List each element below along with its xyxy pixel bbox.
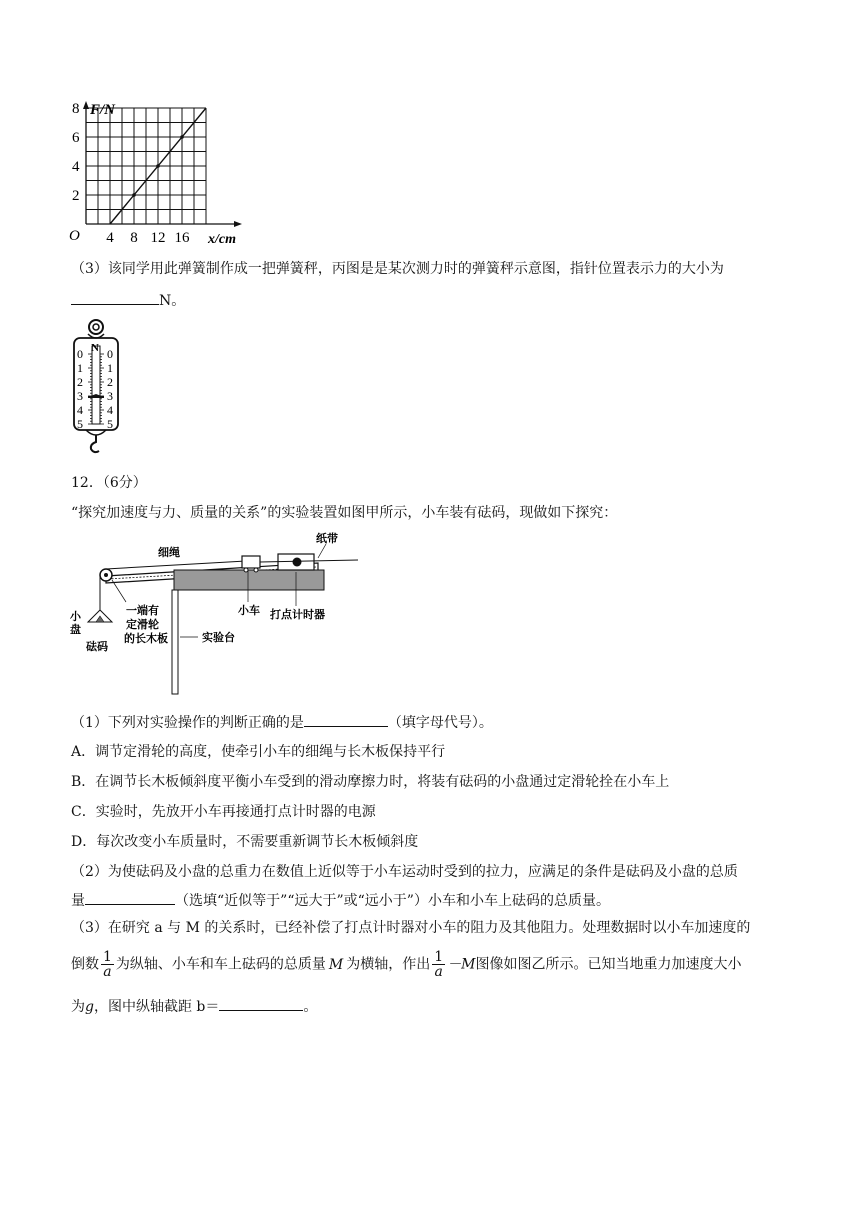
q12-part2-line2 [71,890,610,911]
y-tick-label: 6 [72,130,80,146]
y-tick-labels [72,101,80,204]
p3-end: 。 [303,999,318,1015]
scale-number-left: 5 [77,417,83,431]
y-axis-label: F/N [90,102,116,118]
p3-M: M [328,956,344,973]
scale-number-right: 5 [107,417,113,431]
p3-text-d: 图像如图乙所示。已知当地重力加速度大小 [475,956,742,973]
scale-right-numbers [107,347,113,431]
q12-p2-prefix: 量 [71,893,85,909]
q11-3-text [71,259,724,279]
answer-blank[interactable] [71,290,159,305]
graph-grid [86,108,206,224]
q12-part3-line1: （3）在研究 a 与 M 的关系时，已经补偿了打点计时器对小车的阻力及其他阻力。处理数据时以小车加速度的 [71,920,751,936]
option-c: C．实验时，先放开小车再接通打点计时器的电源 [71,804,376,820]
scale-number-left: 3 [77,389,83,403]
scale-number-right: 4 [107,403,113,417]
q12-p2-suffix: （选填“近似等于”“远大于”或“远小于”）小车和小车上砝码的总质量。 [175,893,610,909]
q12-part3-line3 [71,996,317,1017]
y-tick-label: 4 [72,159,80,175]
label-weights: 砝码 [86,641,108,653]
spring-scale-diagram [66,318,126,458]
label-cart: 小车 [238,605,260,617]
p3-text-b: 为纵轴、小车和车上砝码的总质量 [115,956,326,973]
label-rope: 细绳 [158,547,180,559]
p3-text-a: 倒数 [71,956,99,973]
x-tick-labels [106,230,190,246]
fraction-1-over-a-2 [432,950,445,979]
cart [242,556,260,568]
scale-number-left: 4 [77,403,83,417]
answer-blank-p1[interactable] [304,712,388,727]
frac-num-2: 1 [434,949,444,965]
data-point [132,193,136,197]
q12-part3-line2 [71,950,742,979]
label-tray-1: 小 [70,611,81,623]
scale-number-right: 0 [107,347,113,361]
p3-minus-M: －M [447,956,476,973]
answer-blank-p3[interactable] [219,996,303,1011]
q12-intro: “探究加速度与力、质量的关系”的实验装置如图甲所示，小车装有砝码，现做如下探究： [71,505,618,521]
q11-3-question: （3）该同学用此弹簧制作成一把弹簧秤，丙图是是某次测力时的弹簧秤示意图，指针位置表示力的大小为 [71,261,724,277]
label-table: 实验台 [202,632,235,644]
x-axis-arrow [234,221,242,227]
scale-number-left: 1 [77,361,83,375]
scale-number-left: 0 [77,347,83,361]
answer-blank-p2[interactable] [85,890,175,905]
x-tick-label: 8 [130,230,138,246]
q12-p1-suffix: （填字母代号）。 [387,715,493,731]
q11-3-unit: N。 [159,293,186,309]
label-board-3: 的长木板 [124,633,168,645]
q12-number: 12．（6分） [71,475,147,491]
scale-number-left: 2 [77,375,83,389]
y-tick-label: 8 [72,101,80,117]
q12-part2-line1: （2）为使砝码及小盘的总重力在数值上近似等于小车运动时受到的拉力，应满足的条件是砝码及小盘的总质 [71,864,738,880]
scale-number-right: 2 [107,375,113,389]
x-tick-label: 4 [106,230,114,246]
p3-text-f: ，图中纵轴截距 b＝ [93,999,220,1015]
data-point [156,164,160,168]
option-d: D．每次改变小车质量时，不需要重新调节长木板倾斜度 [71,834,419,850]
origin-label: O [69,228,80,244]
scale-number-right: 1 [107,361,113,375]
option-b: B．在调节长木板倾斜度平衡小车受到的滑动摩擦力时，将装有砝码的小盘通过定滑轮拴在小车上 [71,774,670,790]
label-board-2: 定滑轮 [126,619,159,631]
q11-3-answer-line [71,290,185,311]
fraction-1-over-a [101,950,114,979]
option-a: A．调节定滑轮的高度，使牵引小车的细绳与长木板保持平行 [71,744,446,760]
x-tick-label: 16 [174,230,190,246]
scale-unit-label: N [91,342,99,354]
y-axis-arrow [83,101,89,109]
q12-part1 [71,712,493,733]
lab-table-leg [172,590,178,694]
scale-left-numbers [77,347,83,431]
p3-g: g [85,999,94,1015]
rope [106,561,246,569]
p3-text-c: 为横轴，作出 [346,956,431,973]
label-tray-2: 盘 [70,624,81,636]
x-tick-label: 12 [150,230,166,246]
q12-p1-text: （1）下列对实验操作的判断正确的是 [71,715,304,731]
scale-ring [89,320,103,334]
scale-number-right: 3 [107,389,113,403]
label-timer: 打点计时器 [270,609,325,621]
scale-hook [91,435,99,452]
lab-table-top [174,570,324,590]
apparatus-diagram [68,530,358,700]
label-tape: 纸带 [316,533,338,545]
p3-text-e: 为 [71,999,85,1015]
frac-den: a [103,964,112,980]
data-point [180,135,184,139]
y-tick-label: 2 [72,188,80,204]
frac-num: 1 [103,949,112,965]
x-axis-label: x/cm [208,232,236,247]
force-extension-graph [60,96,260,252]
label-board-1: 一端有 [126,605,159,617]
frac-den-2: a [434,964,443,980]
scale-ticks [88,354,104,424]
